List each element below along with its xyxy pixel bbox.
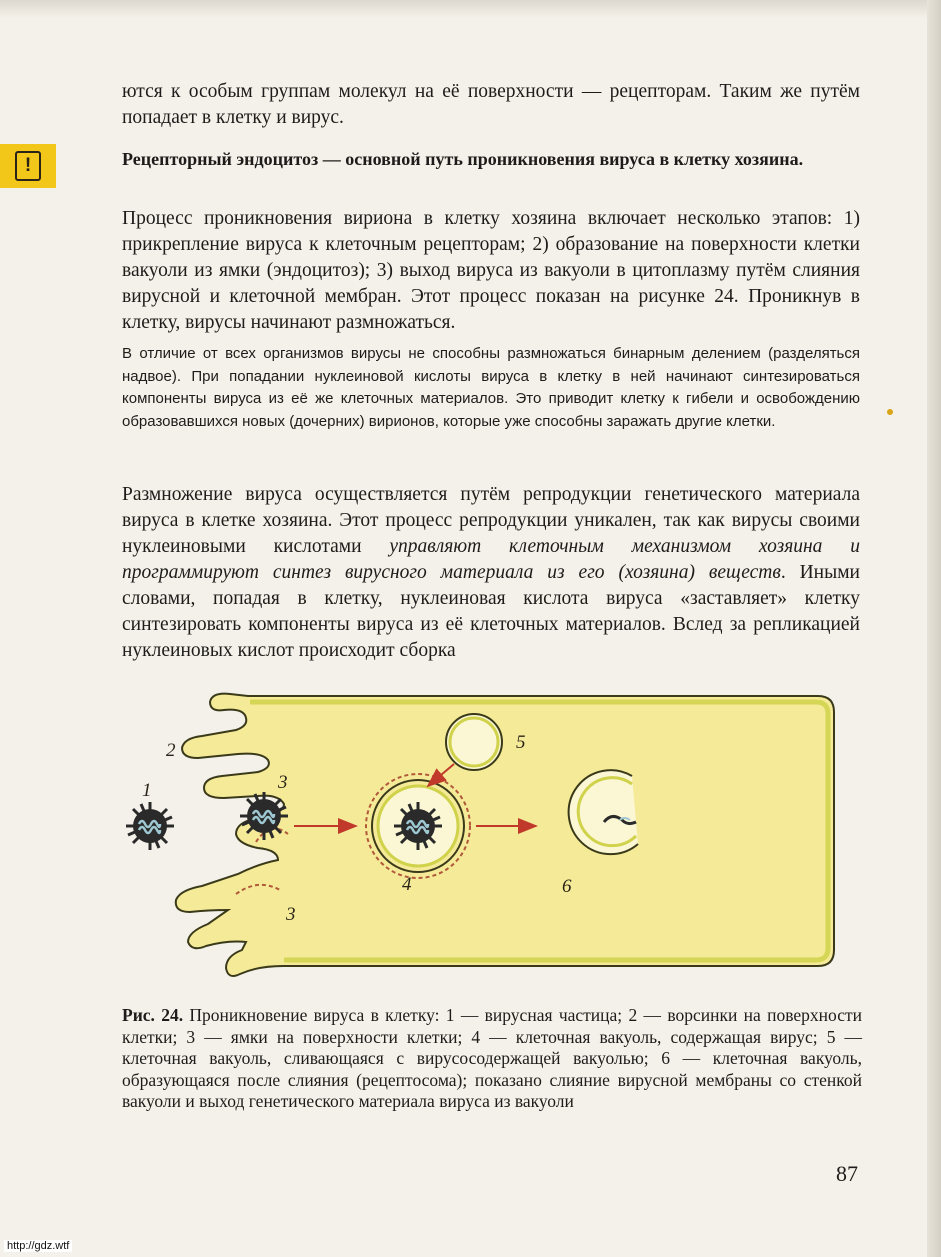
figure-label-3b: 3 <box>286 904 296 925</box>
caption-text: Проникновение вируса в клетку: 1 — вирусная частица; 2 — ворсинки на поверхности клетки; 3 — ямки на поверхности клетки; 4 — клеточная вакуоль, содержащая вирус; 5 — клеточная вакуоль, сливающаяся с вирусосодержащей вакуолью; 6 — клеточная вакуоль, образующаяся после слияния (рецептосома); показано слияние вирусной мембраны со стенкой вакуоли и выход генетического материала вируса из вакуоли <box>122 1005 862 1111</box>
note-bullet-dot <box>887 409 893 415</box>
page-number: 87 <box>836 1161 858 1186</box>
reproduction-text-end: . Иными словами, попадая в клетку, нуклеиновая кислота вируса «заставляет» клетку синтезировать компоненты вируса из её клеточных материалов. Вслед за репликацией нуклеиновых кислот происходит сборка <box>122 562 860 661</box>
figure-caption <box>122 1005 862 1113</box>
figure-label-3a: 3 <box>278 772 288 793</box>
figure-label-2: 2 <box>166 740 176 761</box>
paragraph-intro: ются к особым группам молекул на её поверхности — рецепторам. Таким же путём попадает в клетку и вирус. <box>122 81 860 128</box>
cell-body <box>176 694 834 976</box>
paragraph-stages: Процесс проникновения вириона в клетку хозяина включает несколько этапов: 1) прикрепление вируса к клеточным рецепторам; 2) образование на поверхности клетки вакуоли из ямки (эндоцитоз); 3) выход вируса из вакуоли в цитоплазму путём слияния вирусной и клеточной мембран. Этот процесс показан на рисунке 24. Проникнув в клетку, вирусы начинают размножаться. <box>122 208 860 333</box>
paragraph-reproduction <box>122 482 860 664</box>
figure-label-5: 5 <box>516 732 526 753</box>
watermark-url: http://gdz.wtf <box>4 1240 72 1252</box>
figure-label-1: 1 <box>142 780 152 801</box>
paragraph-note: В отличие от всех организмов вирусы не способны размножаться бинарным делением (разделяться надвое). При попадании нуклеиновой кислоты вируса в клетку в ней начинают синтезироваться компоненты вируса из её же клеточных материалов. Это приводит клетку к гибели и освобождению образовавшихся новых (дочерних) вирионов, которые уже способны заражать другие клетки. <box>122 345 860 430</box>
reproduction-text-italic: управляют клеточным механизмом хозяина и программируют синтез вирусного материала из его (хозяина) веществ <box>122 536 861 583</box>
virus-entry-figure <box>118 684 858 1004</box>
caption-title: Рис. 24. <box>122 1005 184 1025</box>
page-top-strip <box>0 0 941 18</box>
exclamation-icon: ! <box>15 151 41 181</box>
paragraph-highlight: Рецепторный эндоцитоз — основной путь проникновения вируса в клетку хозяина. <box>122 149 804 169</box>
page-edge <box>927 0 941 1257</box>
figure-label-6: 6 <box>562 876 572 897</box>
figure-label-4: 4 <box>402 874 412 895</box>
reproduction-text-start: Размножение вируса осуществляется путём репродукции генетического материала вируса в клетке хозяина. Этот процесс репродукции уникален, так как вирусы своими нуклеиновыми кислотами <box>122 484 860 557</box>
important-badge <box>0 144 56 188</box>
